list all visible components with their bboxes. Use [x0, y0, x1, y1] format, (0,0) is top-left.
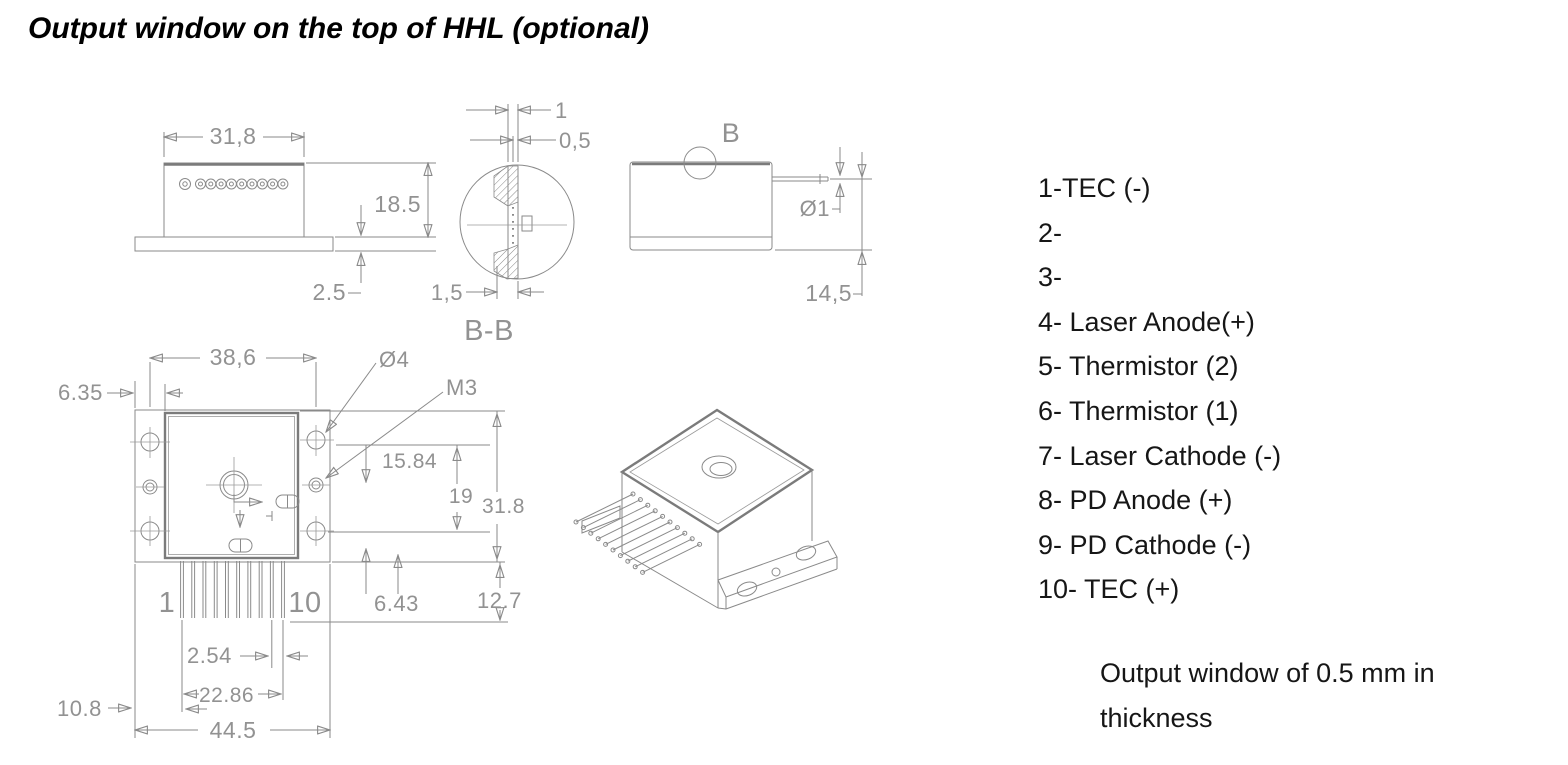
pin-assignment-item: 10- TEC (+) — [1038, 574, 1180, 605]
pin-assignment-item: 8- PD Anode (+) — [1038, 485, 1233, 516]
note-line-1: Output window of 0.5 mm in — [1100, 658, 1435, 688]
pin-assignment-item: 9- PD Cathode (-) — [1038, 529, 1252, 560]
dim-window-thickness: 0,5 — [559, 128, 592, 153]
dim-front-height: 18.5 — [374, 191, 421, 217]
dim-hole-spacing: 19 — [448, 485, 474, 508]
pin-assignment-item: 3- — [1038, 262, 1063, 293]
dim-pin-extent: 12.7 — [477, 588, 522, 613]
dim-thread-size: M3 — [446, 375, 478, 400]
pin-assignment-item: 6- Thermistor (1) — [1038, 395, 1239, 426]
front-view — [135, 123, 436, 305]
note-line-2: thickness — [1100, 703, 1213, 733]
output-window-note — [1100, 651, 1435, 741]
side-view — [630, 118, 872, 306]
pin-row — [181, 561, 285, 618]
dim-flange-offset: 6.35 — [58, 380, 103, 405]
pin-assignment-item: 1-TEC (-) — [1038, 173, 1151, 203]
dim-slot-offset: 15.84 — [382, 450, 438, 473]
isometric-view — [574, 410, 837, 609]
pin-assignment-item: 2- — [1038, 217, 1063, 248]
dim-hole-diameter: Ø4 — [379, 347, 410, 372]
dim-wall: 1,5 — [430, 280, 463, 305]
dim-pin-diameter: Ø1 — [799, 196, 830, 221]
pin-assignment-item: 5- Thermistor (2) — [1038, 351, 1239, 382]
dim-window-total: 1 — [555, 98, 568, 123]
pin-assignment-item: 4- Laser Anode(+) — [1038, 306, 1255, 337]
dim-pin-height: 14,5 — [805, 280, 852, 306]
dim-pin-row: 22.86 — [199, 684, 255, 707]
page-title: Output window on the top of HHL (optional) — [28, 12, 649, 45]
pin10-label: 10 — [288, 587, 322, 619]
pin-assignment-list — [1038, 166, 1281, 612]
dim-body-depth: 31.8 — [482, 495, 525, 518]
pin-assignment-item: 7- Laser Cathode (-) — [1038, 440, 1282, 471]
view-b-label: B — [721, 118, 741, 148]
top-view — [57, 344, 525, 743]
pin1-label: 1 — [158, 587, 176, 619]
dim-pin-length: 10.8 — [57, 696, 102, 721]
dim-flange-width: 44.5 — [209, 717, 257, 743]
dim-slot-y: 6.43 — [374, 591, 419, 616]
section-label: B-B — [464, 315, 514, 347]
dim-front-flange: 2.5 — [312, 279, 346, 305]
dim-front-width: 31,8 — [209, 123, 257, 149]
iso-pins — [574, 492, 702, 574]
dim-pin-pitch: 2.54 — [187, 643, 232, 668]
dim-body-width: 38,6 — [209, 344, 257, 370]
section-view-bb — [431, 98, 591, 347]
